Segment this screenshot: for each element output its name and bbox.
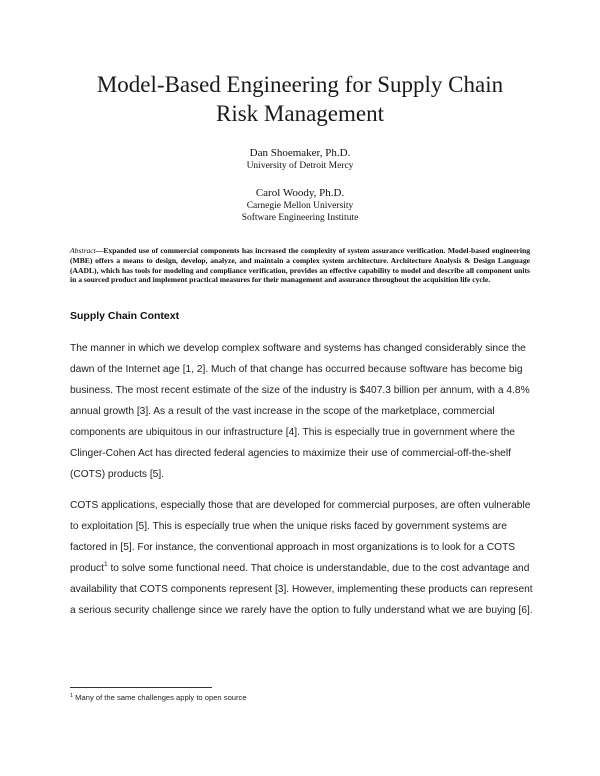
author-affiliation: Carnegie Mellon University [246, 201, 354, 211]
footnote-number: 1 [70, 693, 74, 699]
footnote [70, 693, 247, 703]
abstract [70, 246, 530, 285]
author-name: Carol Woody, Ph.D. [255, 187, 345, 199]
footnote-reference: 1 [103, 561, 108, 568]
paper-title [40, 70, 560, 128]
body-paragraph-2 [70, 495, 540, 621]
author-affiliation: University of Detroit Mercy [246, 161, 354, 171]
author-name: Dan Shoemaker, Ph.D. [249, 147, 351, 159]
paper-title-line-2: Risk Management [216, 101, 384, 126]
author-block-2 [100, 186, 500, 224]
abstract-label: Abstract [70, 246, 96, 255]
abstract-text: —Expanded use of commercial components has increased the complexity of system assurance verification. Model-based engineering (MBE) offers a means to design, develop, analyze, and maintain a complex system architecture. Architecture Analysis & Design Language (AADL), which has tools for modeling and compliance verification, provides an effective capability to model and describe all component units in a sourced product and implement practical measures for their management and assurance throughout the acquisition life cycle. [70, 246, 530, 285]
footnote-text: Many of the same challenges apply to open source [73, 693, 247, 702]
author-block-1 [100, 146, 500, 172]
section-heading: Supply Chain Context [70, 310, 180, 322]
paper-title-line-1: Model-Based Engineering for Supply Chain [96, 72, 504, 97]
paragraph-2-text-b: to solve some functional need. That choice is understandable, due to the cost advantage and availability that COTS components represent [3]. However, implementing these products can represent a serious security challenge since we rarely have the option to fully understand what we are buying [6]. [70, 563, 533, 616]
author-affiliation: Software Engineering Institute [241, 213, 359, 223]
paragraph-2-text-a: COTS applications, especially those that are developed for commercial purposes, are often vulnerable to exploitation [5]. This is especially true when the unique risks faced by government systems are factored in [5]. For instance, the conventional approach in most organizations is to look for a COTS product [70, 500, 531, 574]
body-paragraph-1: The manner in which we develop complex software and systems has changed considerably since the dawn of the Internet age [1, 2]. Much of that change has occurred because software has become big business. The most recent estimate of the size of the industry is $407.3 billion per annum, with a 4.8% annual growth [3]. As a result of the vast increase in the scope of the marketplace, commercial components are ubiquitous in our infrastructure [4]. This is especially true in government where the Clinger-Cohen Act has directed federal agencies to maximize their use of commercial-off-the-shelf (COTS) products [5]. [70, 343, 530, 480]
footnote-divider [70, 687, 212, 688]
